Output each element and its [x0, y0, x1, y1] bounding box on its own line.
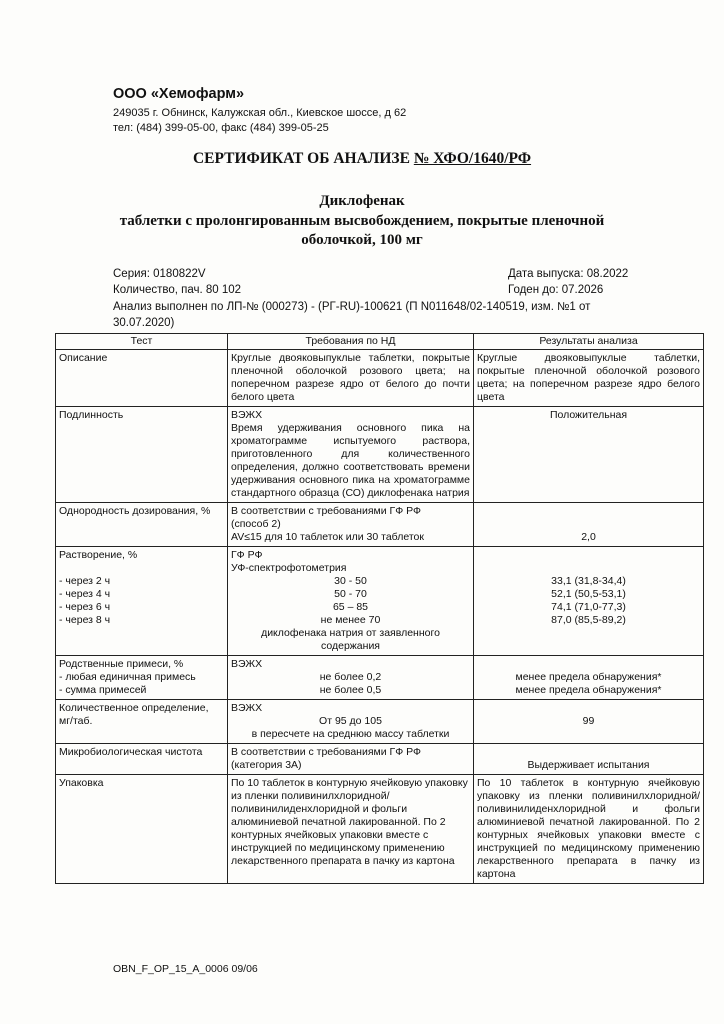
res-dissolution-4h: 52,1 (50,5-53,1) [551, 588, 626, 600]
row-assay [56, 700, 704, 744]
req-uniformity-1: В соответствии с требованиями ГФ РФ [231, 505, 421, 517]
test-assay: Количественное определение, мг/таб. [56, 700, 228, 744]
req-dissolution-method2: УФ-спектрофотометрия [231, 562, 347, 574]
test-impurities-any: - любая единичная примесь [59, 671, 196, 683]
product-form-line1: таблетки с пролонгированным высвобождением, покрытые пленочной [119, 213, 605, 229]
req-identity-text: Время удерживания основного пика на хроматограмме испытуемого раствора, приготовленного для количественного определения, должно соответствовать времени удерживания основного пика на хроматограмме стандартного образца (СО) диклофенака натрия [231, 422, 470, 499]
res-packaging: По 10 таблеток в контурную ячейковую упаковку из пленки поливинилхлоридной/ поливинилиденхлоридной и фольги алюминиевой печатной лакированной. По 2 контурных ячейковых упаковки вместе с инструкцией по медицинскому применению лекарственного препарата в пачку из картона [474, 775, 704, 884]
dissolution-label-6h: - через 6 ч [59, 601, 111, 613]
company-phones: тел: (484) 399-05-00, факс (484) 399-05-25 [113, 122, 329, 134]
company-address: 249035 г. Обнинск, Калужская обл., Киевское шоссе, д 62 [113, 107, 407, 119]
res-dissolution-6h: 74,1 (71,0-77,3) [551, 601, 626, 613]
req-dissolution-method1: ГФ РФ [231, 549, 263, 561]
res-impurities-any: менее предела обнаружения* [515, 671, 662, 683]
certificate-number: № ХФО/1640/РФ [413, 150, 532, 167]
req-uniformity [228, 503, 474, 547]
test-impurities [56, 656, 228, 700]
quantity: Количество, пач. 80 102 [113, 284, 242, 296]
res-assay [474, 700, 704, 744]
req-assay-note: в пересчете на среднюю массу таблетки [251, 728, 450, 740]
test-impurities-title: Родственные примеси, % [59, 658, 184, 670]
product-form-line2: оболочкой, 100 мг [301, 232, 423, 248]
res-impurities [474, 656, 704, 700]
req-assay-method: ВЭЖХ [231, 702, 263, 714]
header-requirements: Требования по НД [228, 334, 474, 350]
res-impurities-sum: менее предела обнаружения* [515, 684, 662, 696]
req-impurities-sum: не более 0,5 [319, 684, 382, 696]
req-micro-1: В соответствии с требованиями ГФ РФ [231, 746, 421, 758]
test-dissolution [56, 547, 228, 656]
expiry-date: Годен до: 07.2026 [508, 284, 604, 296]
test-description: Описание [56, 350, 228, 407]
company-name: ООО «Хемофарм» [113, 86, 245, 102]
table-header-row [56, 334, 704, 350]
product-name: Диклофенак [319, 193, 405, 209]
req-impurities-any: не более 0,2 [319, 671, 382, 683]
series: Серия: 0180822V [113, 268, 206, 280]
test-packaging: Упаковка [56, 775, 228, 884]
req-micro [228, 744, 474, 775]
req-dissolution-note2: содержания [321, 640, 380, 652]
dissolution-label-4h: - через 4 ч [59, 588, 111, 600]
release-date: Дата выпуска: 08.2022 [508, 268, 629, 280]
res-assay-value: 99 [582, 715, 595, 727]
dissolution-label-8h: - через 8 ч [59, 614, 111, 626]
req-description: Круглые двояковыпуклые таблетки, покрытые пленочной оболочкой розового цвета; на поперечном разрезе ядро от белого до почти белого цвета [228, 350, 474, 407]
req-uniformity-3: AV≤15 для 10 таблеток или 30 таблеток [231, 531, 424, 543]
row-impurities [56, 656, 704, 700]
header-test: Тест [56, 334, 228, 350]
row-dissolution [56, 547, 704, 656]
res-micro: Выдерживает испытания [474, 744, 704, 775]
req-dissolution-2h: 30 - 50 [334, 575, 367, 587]
row-packaging [56, 775, 704, 884]
req-dissolution-note1: диклофенака натрия от заявленного [261, 627, 440, 639]
row-identity [56, 407, 704, 503]
test-dissolution-title: Растворение, % [59, 549, 138, 561]
form-code: OBN_F_OP_15_A_0006 09/06 [113, 963, 258, 975]
row-description [56, 350, 704, 407]
req-dissolution [228, 547, 474, 656]
analysis-basis-line2: 30.07.2020) [113, 317, 175, 329]
req-micro-2: (категория 3А) [231, 759, 302, 771]
req-uniformity-2: (способ 2) [231, 518, 281, 530]
test-identity: Подлинность [56, 407, 228, 503]
row-micro [56, 744, 704, 775]
req-identity [228, 407, 474, 503]
req-dissolution-6h: 65 – 85 [332, 601, 369, 613]
res-dissolution [474, 547, 704, 656]
header-results: Результаты анализа [474, 334, 704, 350]
row-uniformity [56, 503, 704, 547]
analysis-table [55, 333, 704, 884]
certificate-title [0, 150, 724, 168]
req-impurities [228, 656, 474, 700]
res-dissolution-2h: 33,1 (31,8-34,4) [551, 575, 626, 587]
req-assay [228, 700, 474, 744]
req-identity-method: ВЭЖХ [231, 409, 263, 421]
req-assay-range: От 95 до 105 [319, 715, 382, 727]
title-prefix: СЕРТИФИКАТ ОБ АНАЛИЗЕ [192, 150, 414, 167]
test-micro: Микробиологическая чистота [56, 744, 228, 775]
analysis-basis-line1: Анализ выполнен по ЛП-№ (000273) - (РГ-RU)-100621 (П N011648/02-140519, изм. №1 от [113, 301, 591, 313]
req-impurities-method: ВЭЖХ [231, 658, 263, 670]
res-identity: Положительная [474, 407, 704, 503]
test-uniformity: Однородность дозирования, % [56, 503, 228, 547]
req-dissolution-4h: 50 - 70 [334, 588, 367, 600]
res-dissolution-8h: 87,0 (85,5-89,2) [551, 614, 626, 626]
res-uniformity: 2,0 [474, 503, 704, 547]
req-dissolution-8h: не менее 70 [320, 614, 381, 626]
test-impurities-sum: - сумма примесей [59, 684, 147, 696]
req-packaging: По 10 таблеток в контурную ячейковую упаковку из пленки поливинилхлоридной/ поливинилиденхлоридной и фольги алюминиевой печатной лакированной. По 2 контурных ячейковых упаковки вместе с инструкцией по медицинскому применению лекарственного препарата в пачку из картона [228, 775, 474, 884]
res-description: Круглые двояковыпуклые таблетки, покрытые пленочной оболочкой розового цвета; на поперечном разрезе ядро белого цвета [474, 350, 704, 407]
dissolution-label-2h: - через 2 ч [59, 575, 111, 587]
